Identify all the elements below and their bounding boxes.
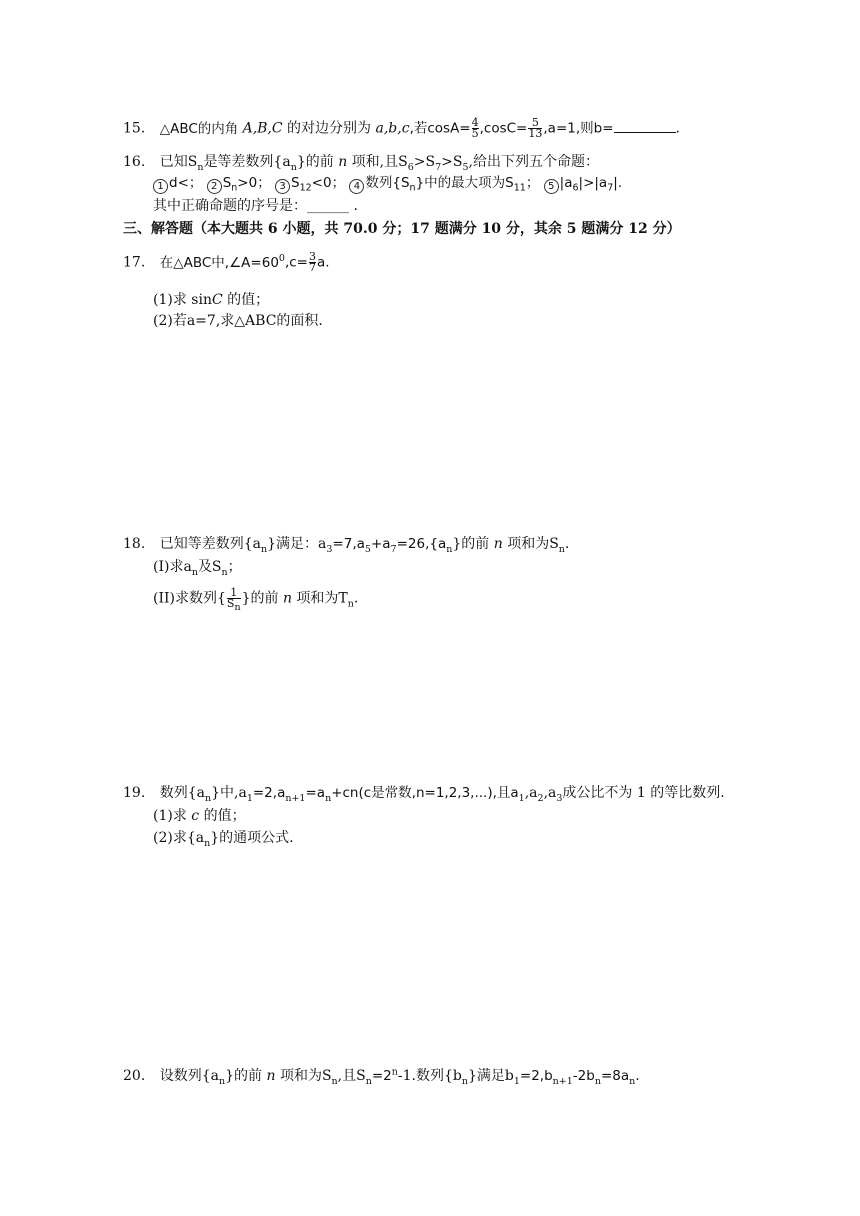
question-text: △ABC的内角 xyxy=(159,120,243,137)
option-3: 3 $S_{12}<0$； xyxy=(275,175,345,191)
question-number: 15. xyxy=(123,120,146,137)
answer-blank[interactable]: ______ xyxy=(307,198,349,214)
fraction: $\frac{3}{7}$ xyxy=(308,250,316,274)
question-number: 17. xyxy=(123,254,146,271)
question-20: 20. 设数列$\{a_n\}$的前 n 项和为$S_n$,且$S_n=2^n-1$.数列$\{b_n\}$满足$b_1=2,b_{n+1}-2b_n=8a_n$. xyxy=(123,1066,640,1087)
question-19-part-2: (2)求$\{a_n\}$的通项公式. xyxy=(153,830,294,849)
question-16-options xyxy=(153,173,622,194)
question-17: 17. 在△ABC中$,\angle A=60^0,c=$ $\frac{3}{7}$ a. xyxy=(123,250,330,274)
option-5: 5 $|a_6|>|a_7|$. xyxy=(544,175,622,191)
question-text: . xyxy=(675,120,680,137)
question-text: ,给出下列五个命题： xyxy=(468,154,599,170)
question-number: 20. xyxy=(123,1068,146,1084)
question-16-answer-line: 其中正确命题的序号是：______ . xyxy=(153,198,358,214)
question-15 xyxy=(123,118,680,139)
question-text: ,cosC= xyxy=(479,120,528,137)
question-19-part-1: (1)求 c 的值； xyxy=(153,808,246,824)
question-text: }的前 xyxy=(296,154,339,170)
question-text: 其中正确命题的序号是： xyxy=(153,198,307,214)
answer-blank[interactable] xyxy=(614,132,676,133)
fraction: $\frac{4}{5}$ xyxy=(471,116,479,140)
option-1: 1 d<； xyxy=(153,175,202,191)
question-text: 已知S xyxy=(159,154,198,170)
option-2: 2 $S_n>0$； xyxy=(207,175,271,191)
question-text: ,若cosA= xyxy=(409,120,471,137)
question-text: 的对边分别为 xyxy=(282,120,376,137)
question-17-part-1: (1)求 sinC 的值； xyxy=(153,292,270,308)
question-18-part-2: (II)求数列{ $\frac{1}{S_n}$ }的前 n 项和为$T_n$. xyxy=(153,586,359,614)
question-text: ,a=1,则b= xyxy=(543,120,614,137)
question-16: 16. 已知$S_n$是等差数列$\{a_n\}$的前 n 项和,且$S_6>S_7>S_5$,给出下列五个命题： xyxy=(123,154,599,173)
section-heading: 三、解答题（本大题共 6 小题，共 70.0 分；17 题满分 10 分，其余 5 题满分 12 分） xyxy=(123,221,681,237)
question-text: 项和,且S xyxy=(347,154,408,170)
question-19: 19. 数列$\{a_n\}$中$,a_1=2,a_{n+1}=a_n+cn(c$是常数,n=1,2,3,...),且$a_1,a_2,a_3$成公比不为 1 的等比数列. xyxy=(123,785,725,804)
question-number: 18. xyxy=(123,536,146,552)
option-4: 4 数列$\{S_n\}$中的最大项为$S_{11}$； xyxy=(349,175,539,191)
question-number: 19. xyxy=(123,785,146,801)
side-vars: a,b,c xyxy=(375,120,410,137)
angle-vars: A,B,C xyxy=(242,120,283,137)
question-text: 是等差数列{a xyxy=(203,154,291,170)
question-text: 在△ABC中,∠A=60 xyxy=(159,254,279,271)
question-17-part-2: (2)若a=7,求△ABC的面积. xyxy=(153,313,323,329)
question-number: 16. xyxy=(123,154,146,170)
fraction: $\frac{5}{13}$ xyxy=(528,116,543,140)
fraction: $\frac{1}{S_n}$ xyxy=(226,586,241,614)
question-18-part-1: (I)求$a_n$及$S_n$； xyxy=(153,559,242,578)
question-18: 18. 已知等差数列$\{a_n\}$满足：$a_3=7,a_5+a_7=26,\{a_n\}$的前 n 项和为$S_n$. xyxy=(123,536,570,555)
